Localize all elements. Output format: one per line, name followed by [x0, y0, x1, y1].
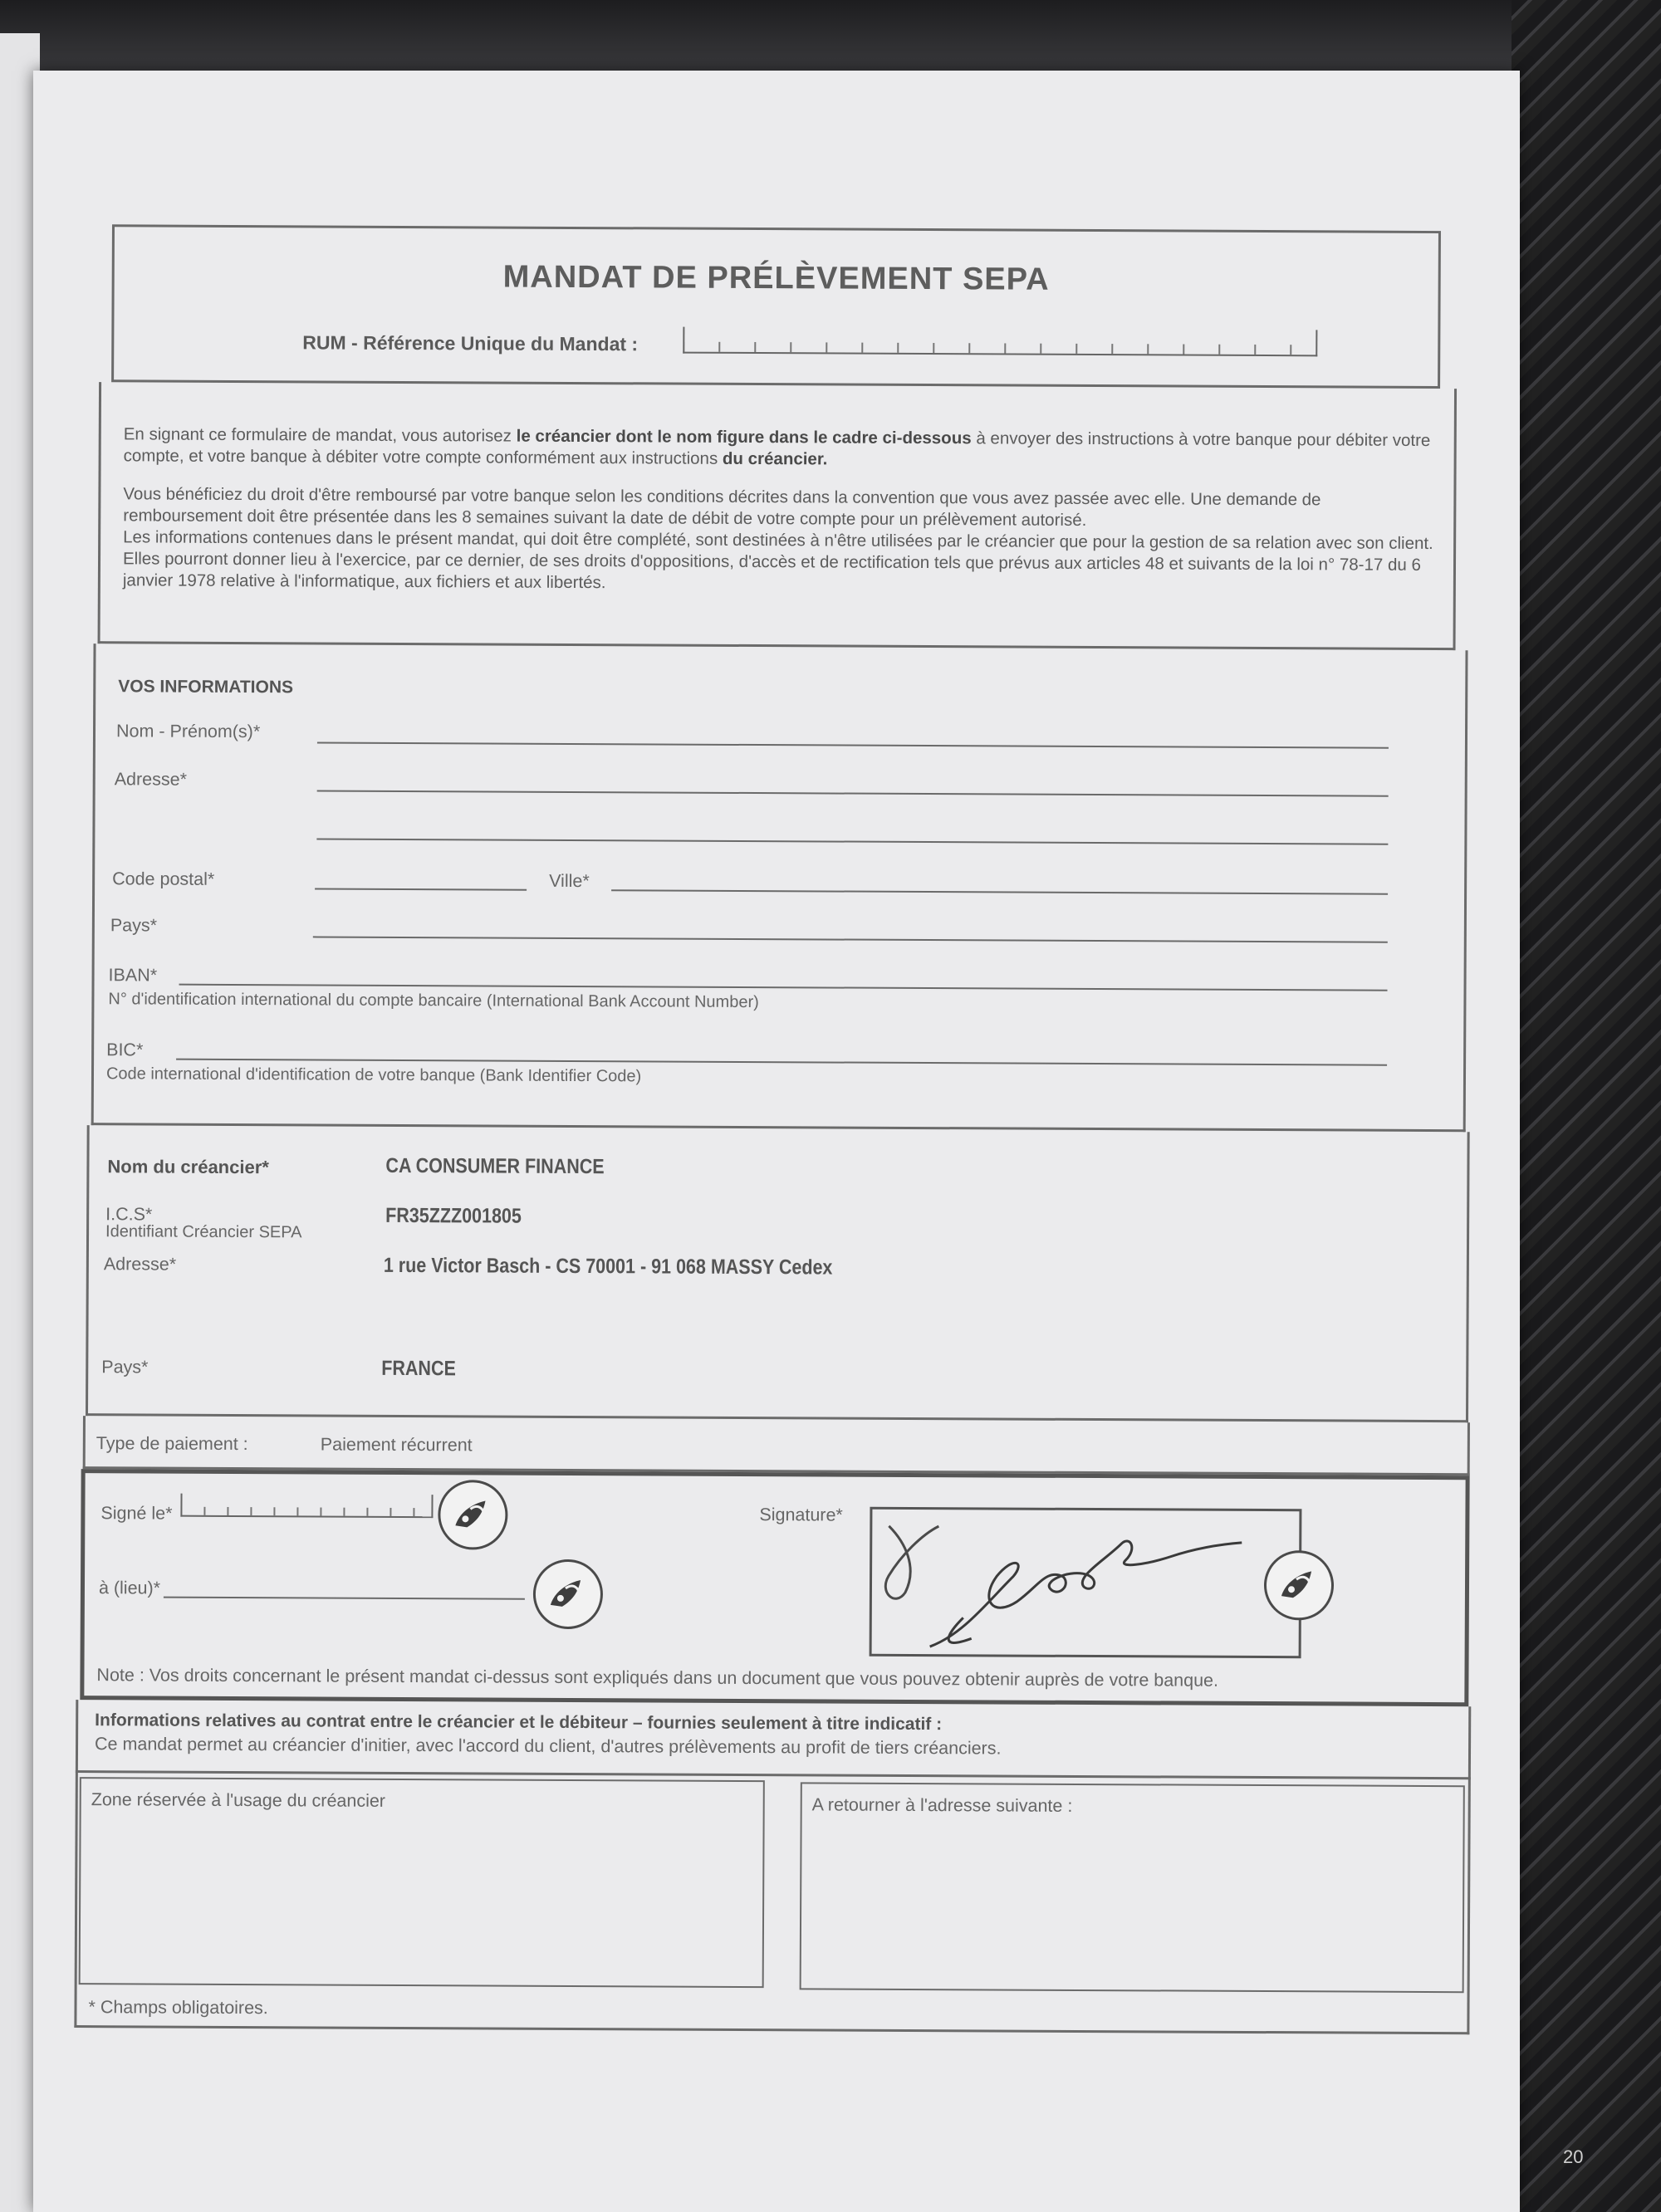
contrat-text: Ce mandat permet au créancier d'initier, avec l'accord du client, d'autres prélèvements au profit de tiers créanciers. — [94, 1734, 1002, 1759]
signature-area[interactable] — [870, 1507, 1302, 1659]
creancier-pays-label: Pays* — [101, 1357, 149, 1378]
form-title: MANDAT DE PRÉLÈVEMENT SEPA — [502, 259, 1050, 297]
iban-label: IBAN* — [108, 965, 158, 986]
type-paiement-label: Type de paiement : — [96, 1433, 248, 1455]
page-number: 20 — [1563, 2146, 1584, 2167]
ics-value: FR35ZZZ001805 — [385, 1203, 522, 1228]
iban-description: N° d'identification international du compte bancaire (International Bank Account Number) — [108, 990, 759, 1012]
creancier-adresse-label: Adresse* — [103, 1254, 177, 1275]
creancier-nom-label: Nom du créancier* — [107, 1156, 269, 1178]
champs-obligatoires-note: * Champs obligatoires. — [88, 1997, 268, 2019]
pen-nib-icon — [533, 1559, 603, 1629]
rum-label: RUM - Référence Unique du Mandat : — [302, 331, 639, 355]
vos-informations-heading: VOS INFORMATIONS — [118, 677, 294, 697]
zone-creancier-label: Zone réservée à l'usage du créancier — [91, 1789, 386, 1811]
signature-label: Signature* — [759, 1505, 843, 1525]
creancier-nom-value: CA CONSUMER FINANCE — [385, 1153, 605, 1179]
ics-label: I.C.S* — [105, 1204, 153, 1225]
header-box — [111, 224, 1441, 389]
mandate-form — [61, 224, 1487, 2091]
signe-le-label: Signé le* — [100, 1503, 173, 1524]
intro-paragraph-2: Vous bénéficiez du droit d'être remboursé par votre banque selon les conditions décrites dans la convention que vous avez passée avec elle. Une demande de remboursement doit être présentée dans les 8 semaines suivant la date de débit de votre compte pour un prélèvement autorisé. — [123, 484, 1321, 530]
ville-label: Ville* — [549, 870, 590, 892]
ics-description: Identifiant Créancier SEPA — [105, 1222, 302, 1242]
nom-label: Nom - Prénom(s)* — [115, 721, 261, 742]
pays-label: Pays* — [110, 915, 158, 936]
rum-input[interactable] — [683, 327, 1317, 357]
pen-nib-icon — [438, 1480, 507, 1549]
pen-nib-icon — [1264, 1550, 1334, 1620]
background-top — [0, 0, 1661, 75]
background-right — [1512, 0, 1661, 2212]
bic-description: Code international d'identification de votre banque (Bank Identifier Code) — [105, 1064, 642, 1086]
adresse-label: Adresse* — [114, 769, 188, 790]
retour-adresse-label: A retourner à l'adresse suivante : — [811, 1794, 1073, 1816]
lieu-label: à (lieu)* — [98, 1578, 161, 1598]
code-postal-label: Code postal* — [112, 869, 215, 889]
creancier-pays-value: FRANCE — [381, 1356, 456, 1381]
type-paiement-value: Paiement récurrent — [320, 1434, 473, 1456]
signe-le-date-input[interactable] — [180, 1494, 433, 1518]
contrat-heading: Informations relatives au contrat entre le créancier et le débiteur – fournies seulement à titre indicatif : — [95, 1710, 943, 1735]
intro-paragraph-1: En signant ce formulaire de mandat, vous autorisez le créancier dont le nom figure dans le cadre ci-dessous à envoyer des instructions à votre banque pour débiter votre compte, et votre banque à débiter votre compte conformément aux instructions du créancier. — [123, 424, 1431, 469]
intro-paragraph-3: Les informations contenues dans le présent mandat, qui doit être complété, sont destinées à n'être utilisées par le créancier que pour la gestion de sa relation avec son client. Elles pourront donner lieu à l'exercice, par ce dernier, de ses droits d'oppositions, d'accès et de rectification tels que prévus aux articles 48 et suivants de la loi n° 78-17 du 6 janvier 1978 relative à l'informatique, aux fichiers et aux libertés. — [122, 527, 1433, 593]
creancier-adresse-value: 1 rue Victor Basch - CS 70001 - 91 068 MASSY Cedex — [383, 1253, 833, 1280]
bic-label: BIC* — [106, 1040, 144, 1060]
paiement-box — [83, 1416, 1470, 1475]
signature-note: Note : Vos droits concernant le présent mandat ci-dessus sont expliqués dans un document que vous pouvez obtenir auprès de votre banque. — [96, 1665, 1219, 1691]
handwritten-signature — [872, 1510, 1300, 1657]
